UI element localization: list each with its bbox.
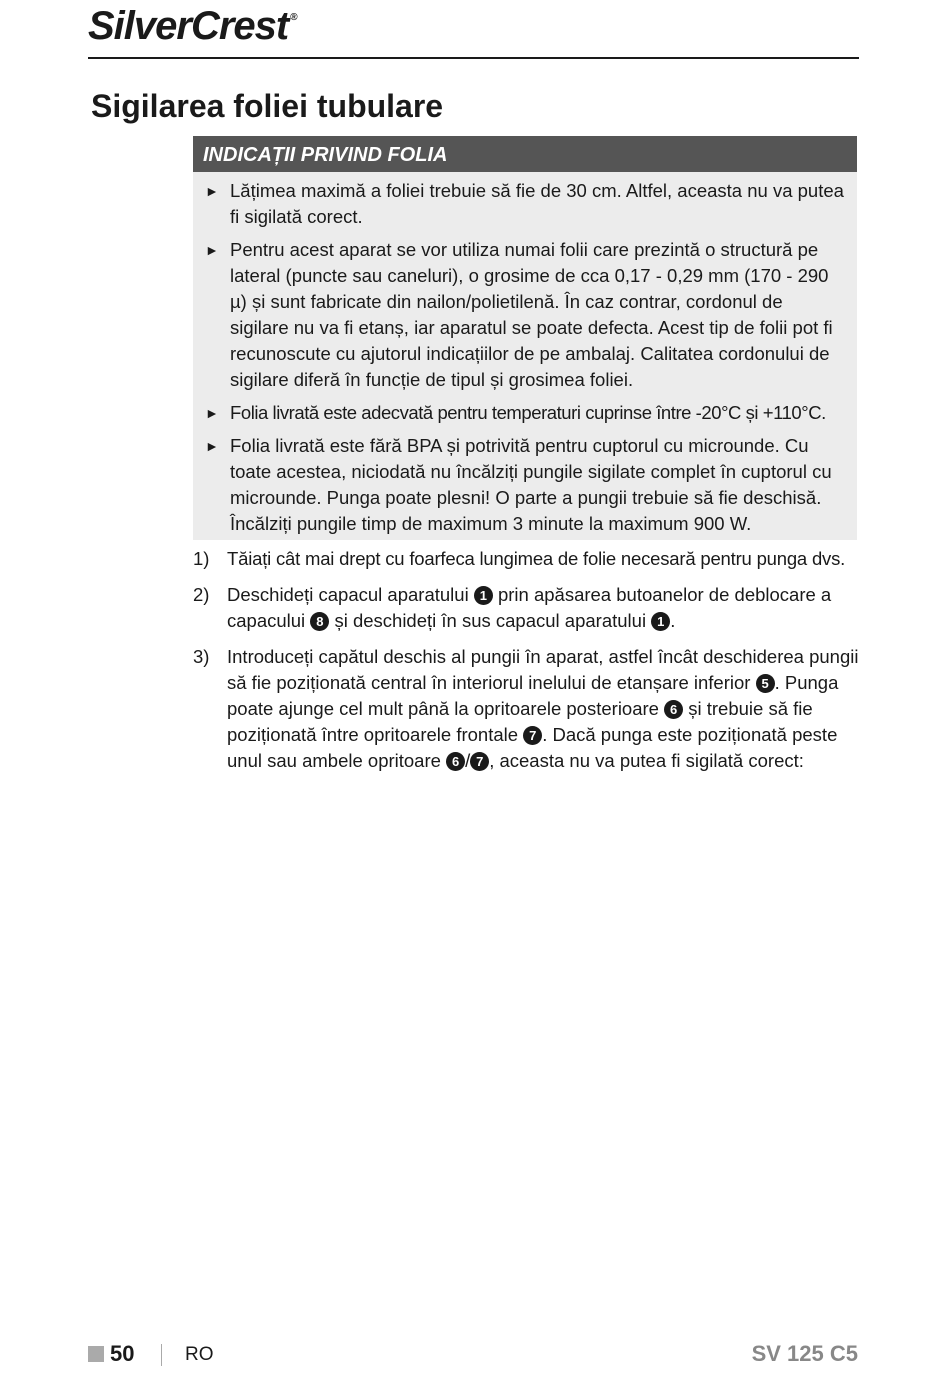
steps-list bbox=[193, 546, 859, 784]
language-code: RO bbox=[185, 1344, 214, 1365]
part-5-icon: 5 bbox=[756, 674, 775, 693]
step-number: 3) bbox=[193, 646, 210, 667]
part-1-icon: 1 bbox=[651, 612, 670, 631]
arrow-icon: ► bbox=[205, 438, 219, 454]
step-number: 2) bbox=[193, 584, 210, 605]
model-number: SV 125 C5 bbox=[751, 1341, 858, 1366]
part-6-icon: 6 bbox=[664, 700, 683, 719]
registered-mark: ® bbox=[290, 12, 297, 23]
notice-box bbox=[193, 172, 857, 540]
step-1: 1) Tăiați cât mai drept cu foarfeca lungimea de folie necesară pentru punga dvs. bbox=[193, 546, 859, 572]
arrow-icon: ► bbox=[205, 405, 219, 421]
notice-heading: INDICAȚII PRIVIND FOLIA bbox=[193, 136, 857, 172]
notice-item: ► Folia livrată este adecvată pentru temperaturi cuprinse între -20°C și +110°C. bbox=[205, 400, 845, 426]
step-2: 2) Deschideți capacul aparatului 1 prin apăsarea butoanelor de deblocare a capacului 8 și deschideți în sus capacul aparatului 1 . bbox=[193, 584, 832, 631]
part-6-icon: 6 bbox=[446, 752, 465, 771]
header-divider bbox=[88, 57, 859, 59]
footer-divider bbox=[161, 1344, 162, 1366]
part-1-icon: 1 bbox=[474, 586, 493, 605]
part-7-icon: 7 bbox=[523, 726, 542, 745]
brand-logo: SilverCrest ® bbox=[88, 4, 297, 48]
arrow-icon: ► bbox=[205, 183, 219, 199]
arrow-icon: ► bbox=[205, 242, 219, 258]
part-7-icon: 7 bbox=[470, 752, 489, 771]
notice-item: ► Lățimea maximă a foliei trebuie să fie de 30 cm. Altfel, aceasta nu va putea fi sigilată corect. bbox=[205, 180, 844, 227]
notice-item: ► Pentru acest aparat se vor utiliza numai folii care prezintă o structură pe lateral (puncte sau caneluri), o grosime de cca 0,17 - 0,29 mm (170 - 290 µ) și sunt fabricate din nailon/polietilenă. În caz contrar, cordonul de sigilare nu va fi etanș, iar aparatul se poate defecta. Acest tip de folii pot fi recunoscute cu ajutorul indicațiilor de pe ambalaj. Calitatea cordonului de sigilare diferă în funcție de tipul și grosimea foliei. bbox=[205, 239, 833, 390]
part-8-icon: 8 bbox=[310, 612, 329, 631]
page-title: Sigilarea foliei tubulare bbox=[91, 88, 444, 124]
page-number: 50 bbox=[110, 1341, 135, 1366]
step-3: 3) Introduceți capătul deschis al pungii în aparat, astfel încât deschiderea pungii să fie poziționată central în interiorul inelului de etanșare inferior 5 . Punga poate ajunge cel mult până la opritoarele posterioare 6 și trebuie să fie poziționată între opritoarele frontale 7 . Dacă punga este poziționată peste unul sau ambele opritoare 6 / 7 , aceasta nu va putea fi sigilată corect: bbox=[193, 646, 859, 771]
step-number: 1) bbox=[193, 548, 210, 569]
footer-square-icon bbox=[88, 1346, 104, 1362]
notice-item: ► Folia livrată este fără BPA și potrivită pentru cuptorul cu microunde. Cu toate acestea, niciodată nu încălziți pungile sigilate complet în cuptorul cu microunde. Punga poate plesni! O parte a pungii trebuie să fie deschisă. Încălziți pungile timp de maximum 3 minute la maximum 900 W. bbox=[205, 435, 832, 534]
